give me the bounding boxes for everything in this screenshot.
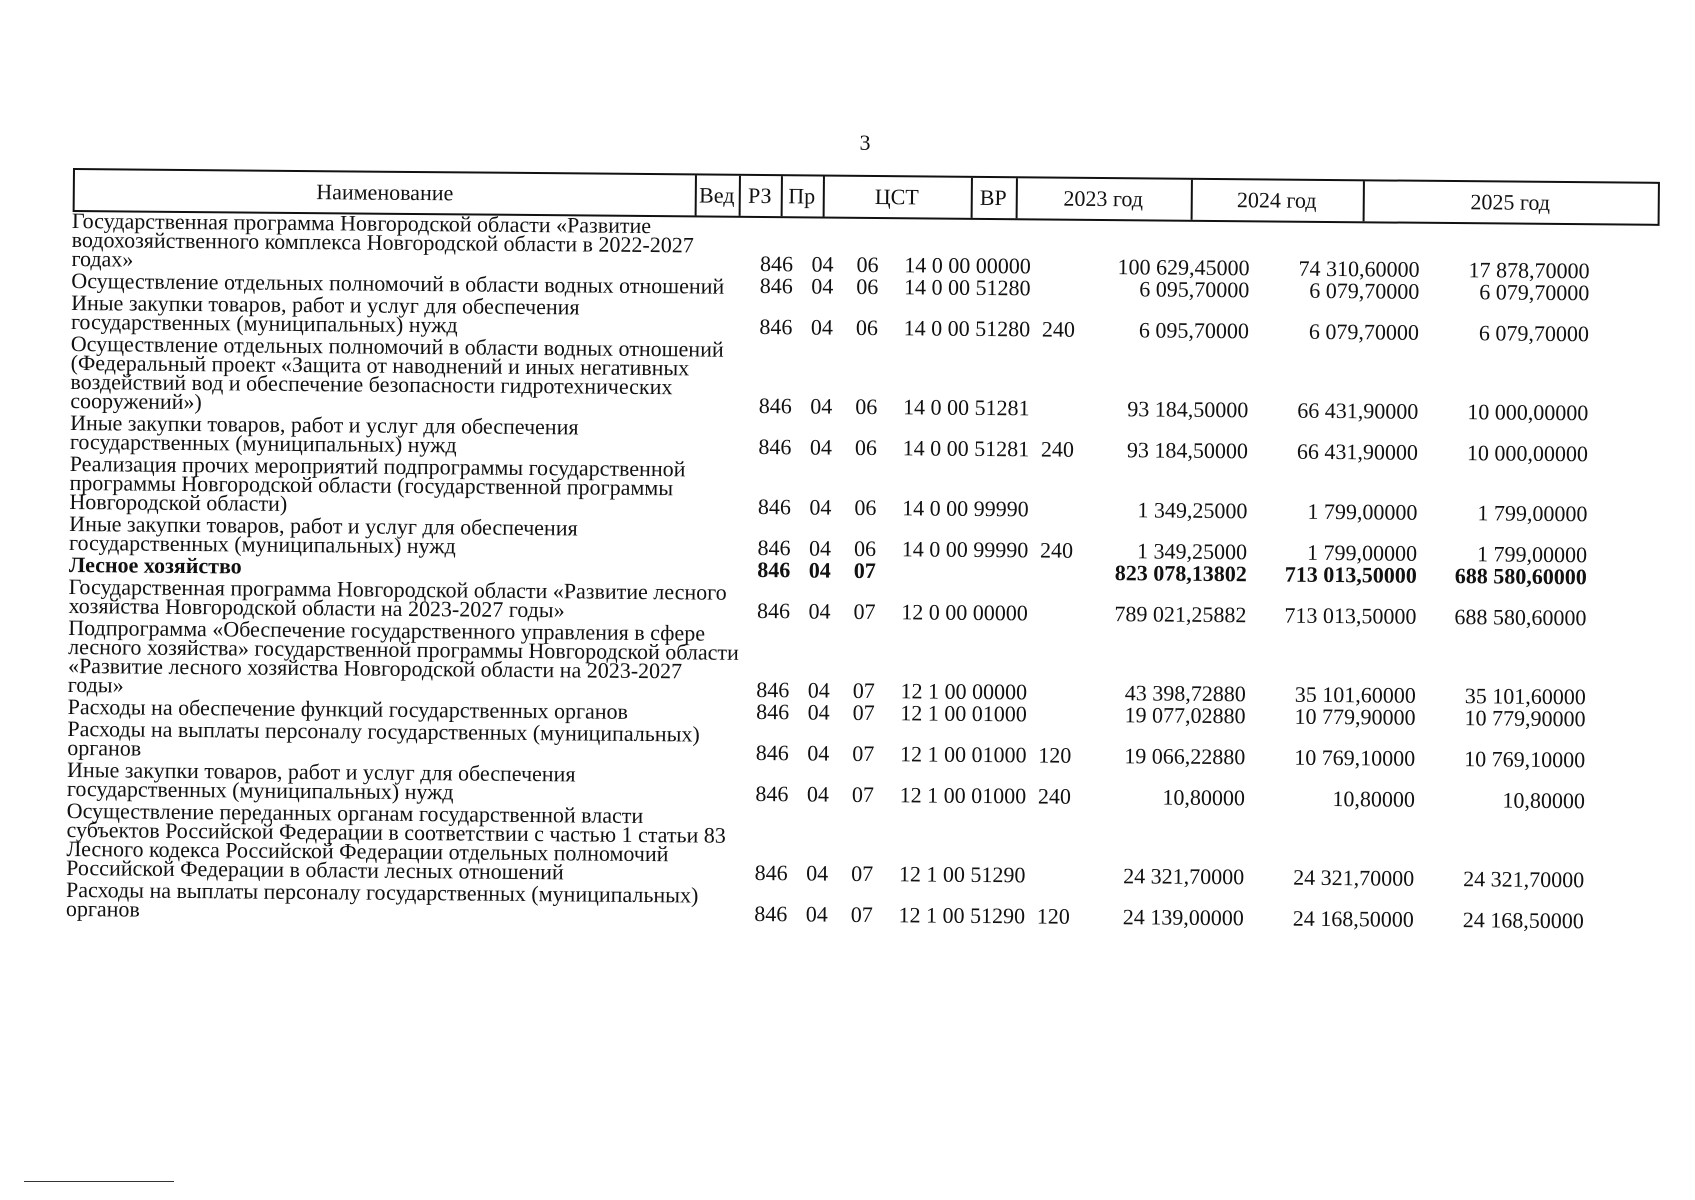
cell-cst: 12 1 00 51290 <box>898 902 1026 929</box>
cell-2024: 35 101,60000 <box>1294 681 1416 708</box>
header-2025: 2025 год <box>1470 189 1551 215</box>
cell-pr: 07 <box>851 860 874 887</box>
cell-2024: 10 769,10000 <box>1294 744 1416 771</box>
cell-ved: 846 <box>756 676 790 703</box>
cell-2023: 93 184,50000 <box>1126 437 1249 464</box>
cell-2023: 24 321,70000 <box>1123 863 1245 890</box>
cell-vr: 240 <box>1037 783 1072 809</box>
cell-pr: 06 <box>853 535 877 562</box>
row-name: Реализация прочих мероприятий подпрограммы государственной программы Новгородской области (государственной программы Новгородской области) <box>69 450 686 516</box>
cell-2023: 10,80000 <box>1162 784 1246 811</box>
cell-ved: 846 <box>759 314 793 340</box>
table-row <box>70 331 1671 424</box>
cell-2025: 24 321,70000 <box>1463 866 1585 893</box>
cell-2023: 19 077,02880 <box>1124 702 1246 729</box>
cell-2024: 713 013,50000 <box>1284 602 1417 629</box>
cell-ved: 846 <box>755 739 789 766</box>
cell-2024: 1 799,00000 <box>1307 498 1418 525</box>
cell-rz: 04 <box>806 860 829 886</box>
cell-ved: 846 <box>756 597 791 624</box>
row-name: Осуществление переданных органам государственной власти субъектов Российской Федерации в соответствии с частью 1 статьи 83 Лесного кодекса Российской Федерации отдельных полномочий Российской Федерации в области лесных отношений <box>66 797 726 885</box>
cell-2023: 1 349,25000 <box>1137 497 1248 524</box>
row-name: Лесное хозяйство <box>68 551 242 579</box>
cell-rz: 04 <box>809 494 832 520</box>
row-name: Осуществление отдельных полномочий в области водных отношений (Федеральный проект «Защита от наводнений и иных негативных воздействий вод и обеспечение безопасности гидротехнических сооружений») <box>70 330 724 415</box>
cell-pr: 07 <box>853 598 876 625</box>
cell-2023: 789 021,25882 <box>1114 601 1247 628</box>
cell-2024: 74 310,60000 <box>1298 255 1420 282</box>
cell-rz: 04 <box>807 740 830 766</box>
cell-cst: 14 0 00 99990 <box>901 536 1029 563</box>
cell-rz: 04 <box>808 557 831 583</box>
cell-rz: 04 <box>805 901 828 927</box>
cell-rz: 04 <box>809 434 833 460</box>
cell-pr: 06 <box>855 314 879 341</box>
cell-2023: 43 398,72880 <box>1124 680 1246 707</box>
cell-pr: 07 <box>852 740 875 767</box>
cell-cst: 12 1 00 00000 <box>900 678 1028 705</box>
cell-2024: 1 799,00000 <box>1306 539 1418 566</box>
cell-vr: 240 <box>1040 436 1075 462</box>
cell-2025: 688 580,60000 <box>1454 563 1587 590</box>
cell-rz: 04 <box>807 677 830 703</box>
cell-ved: 846 <box>758 393 792 419</box>
cell-cst: 14 0 00 51281 <box>902 435 1030 462</box>
cell-vr: 120 <box>1036 903 1070 929</box>
cell-rz: 04 <box>808 598 831 624</box>
cell-pr: 06 <box>856 273 879 300</box>
cell-2025: 688 580,60000 <box>1454 604 1587 631</box>
cell-ved: 846 <box>756 698 790 725</box>
cell-2025: 10 769,10000 <box>1464 746 1586 773</box>
cell-2024: 6 079,70000 <box>1308 318 1420 345</box>
cell-rz: 04 <box>810 314 834 340</box>
header-2024: 2024 год <box>1191 180 1365 222</box>
cell-2025: 10,80000 <box>1502 787 1585 814</box>
cell-2024: 66 431,90000 <box>1296 438 1419 465</box>
cell-2025: 17 878,70000 <box>1468 257 1590 284</box>
cell-2025: 10 000,00000 <box>1467 399 1589 426</box>
row-name: Расходы на выплаты персоналу государственных (муниципальных) органов <box>67 715 700 761</box>
cell-vr: 120 <box>1038 742 1072 768</box>
cell-2023: 1 349,25000 <box>1136 538 1248 565</box>
table-row <box>68 615 1669 708</box>
row-name: Иные закупки товаров, работ и услуг для обеспечения государственных (муниципальных) нужд <box>68 510 578 559</box>
cell-2023: 100 629,45000 <box>1117 254 1250 281</box>
cell-pr: 06 <box>855 393 878 420</box>
cell-rz: 04 <box>811 251 834 277</box>
cell-pr: 06 <box>854 494 877 521</box>
cell-2025: 10 779,90000 <box>1464 705 1586 732</box>
cell-2025: 1 799,00000 <box>1476 541 1588 568</box>
header-vr: ВР <box>971 178 1018 218</box>
header-name: Наименование <box>75 170 697 215</box>
cell-pr: 06 <box>854 434 878 461</box>
cell-2025: 10 000,00000 <box>1466 440 1589 467</box>
row-name: Иные закупки товаров, работ и услуг для обеспечения государственных (муниципальных) нужд <box>69 409 579 458</box>
cell-rz: 04 <box>806 781 830 807</box>
cell-2024: 66 431,90000 <box>1297 397 1419 424</box>
cell-vr: 240 <box>1039 537 1074 563</box>
cell-cst: 14 0 00 51280 <box>903 315 1031 342</box>
cell-2023: 93 184,50000 <box>1127 396 1249 423</box>
row-name: Расходы на обеспечение функций государственных органов <box>67 693 629 724</box>
cell-cst: 14 0 00 99990 <box>902 495 1029 522</box>
cell-2023: 19 066,22880 <box>1124 743 1246 770</box>
cell-cst: 12 1 00 01000 <box>900 700 1027 727</box>
cell-2024: 10,80000 <box>1332 786 1416 812</box>
cell-ved: 846 <box>758 433 792 460</box>
cell-ved: 846 <box>755 780 789 807</box>
row-name: Иные закупки товаров, работ и услуг для обеспечения государственных (муниципальных) нужд <box>66 756 576 805</box>
cell-2024: 24 321,70000 <box>1293 864 1415 891</box>
cell-cst: 14 0 00 00000 <box>904 252 1031 279</box>
footer-divider <box>24 1181 174 1182</box>
cell-ved: 846 <box>754 859 788 886</box>
page-number: 3 <box>859 130 871 155</box>
cell-rz: 04 <box>810 393 833 419</box>
cell-pr: 06 <box>856 251 879 278</box>
row-name: Иные закупки товаров, работ и услуг для обеспечения государственных (муниципальных) нужд <box>70 289 580 338</box>
row-name: Осуществление отдельных полномочий в области водных отношений <box>71 267 725 299</box>
cell-cst: 12 1 00 51290 <box>898 861 1026 888</box>
cell-cst: 14 0 00 51280 <box>903 274 1031 301</box>
cell-ved: 846 <box>757 556 791 583</box>
cell-2023: 6 095,70000 <box>1139 276 1250 303</box>
cell-cst: 12 1 00 01000 <box>899 741 1027 768</box>
cell-2025: 35 101,60000 <box>1464 683 1586 710</box>
header-cst: ЦСТ <box>823 177 973 218</box>
cell-2023: 24 139,00000 <box>1122 904 1244 931</box>
header-pr: Пр <box>781 176 825 216</box>
cell-ved: 846 <box>759 251 794 277</box>
cell-2023: 6 095,70000 <box>1138 317 1250 344</box>
header-ved: Вед <box>695 175 741 215</box>
cell-cst: 12 1 00 01000 <box>899 782 1027 809</box>
header-rz: РЗ <box>739 176 783 216</box>
cell-ved: 846 <box>754 900 788 927</box>
cell-rz: 04 <box>808 535 832 561</box>
header-2023: 2023 год <box>1016 178 1193 220</box>
cell-rz: 04 <box>811 273 834 299</box>
row-name: Расходы на выплаты персоналу государственных (муниципальных) органов <box>65 876 699 922</box>
cell-cst: 14 0 00 51281 <box>902 394 1030 421</box>
cell-2024: 713 013,50000 <box>1284 561 1417 588</box>
row-name: Государственная программа Новгородской области «Развитие лесного хозяйства Новгородской области на 2023-2027 годы» <box>68 573 727 623</box>
cell-pr: 07 <box>852 677 875 704</box>
row-name: Подпрограмма «Обеспечение государственного управления в сфере лесного хозяйства» государственной программы Новгородской области «Развитие лесного хозяйства Новгородской области на 2023-2027 годы» <box>67 614 739 698</box>
cell-pr: 07 <box>850 901 873 928</box>
cell-ved: 846 <box>757 534 791 561</box>
cell-2024: 6 079,70000 <box>1309 277 1420 304</box>
cell-2025: 6 079,70000 <box>1479 279 1590 306</box>
table-body <box>66 208 1672 932</box>
cell-2024: 10 779,90000 <box>1294 703 1416 730</box>
row-name: Государственная программа Новгородской области «Развитие водохозяйственного комплекса Новгородской области в 2022-2027 годах» <box>71 208 694 272</box>
cell-2023: 823 078,13802 <box>1114 560 1247 587</box>
cell-2025: 1 799,00000 <box>1477 500 1588 527</box>
cell-ved: 846 <box>759 273 793 299</box>
cell-ved: 846 <box>757 493 792 520</box>
cell-2024: 24 168,50000 <box>1292 905 1414 932</box>
cell-pr: 07 <box>851 781 875 808</box>
cell-2025: 24 168,50000 <box>1462 907 1584 934</box>
cell-2025: 6 079,70000 <box>1478 320 1590 347</box>
table-row <box>66 798 1667 891</box>
cell-pr: 07 <box>852 699 875 726</box>
cell-vr: 240 <box>1041 316 1076 342</box>
cell-rz: 04 <box>807 699 830 725</box>
cell-pr: 07 <box>853 557 876 584</box>
cell-cst: 12 0 00 00000 <box>901 599 1028 626</box>
